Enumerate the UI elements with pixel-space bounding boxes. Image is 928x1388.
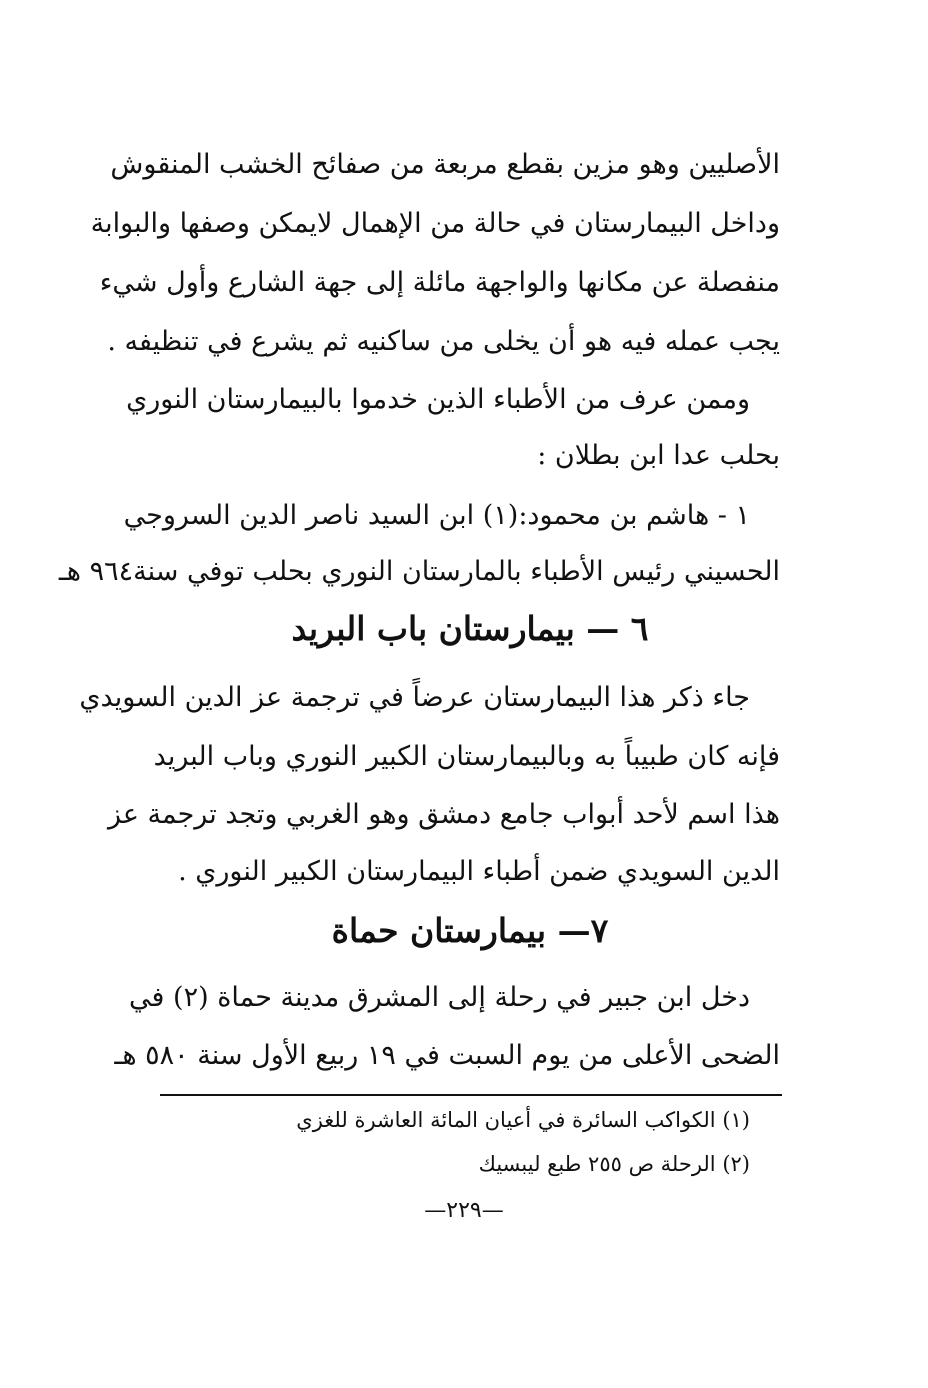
page-number: —٢٢٩— xyxy=(424,1198,504,1223)
section-heading: ٧— بيمارستان حماة xyxy=(331,911,609,950)
text-line: جاء ذكر هذا البيمارستان عرضاً في ترجمة عز الدين السويدي xyxy=(79,682,750,713)
section-heading: ٦ — بيمارستان باب البريد xyxy=(291,609,649,648)
text-line: ١ - هاشم بن محمود:(١) ابن السيد ناصر الدين السروجي xyxy=(123,500,750,531)
text-line: الحسيني رئيس الأطباء بالمارستان النوري بحلب توفي سنة٩٦٤ هـ xyxy=(58,556,780,587)
text-line: الدين السويدي ضمن أطباء البيمارستان الكبير النوري . xyxy=(178,856,780,887)
text-line: الأصليين وهو مزين بقطع مربعة من صفائح الخشب المنقوش xyxy=(110,149,780,180)
text-line: يجب عمله فيه هو أن يخلى من ساكنيه ثم يشرع في تنظيفه . xyxy=(107,326,780,357)
footnote: (٢) الرحلة ص ٢٥٥ طبع ليبسيك xyxy=(478,1152,750,1176)
text-line: هذا اسم لأحد أبواب جامع دمشق وهو الغربي وتجد ترجمة عز xyxy=(107,799,780,830)
text-line: فإنه كان طبيباً به وبالبيمارستان الكبير النوري وباب البريد xyxy=(153,741,780,772)
text-line: وداخل البيمارستان في حالة من الإهمال لايمكن وصفها والبوابة xyxy=(90,208,780,239)
footnote: (١) الكواكب السائرة في أعيان المائة العاشرة للغزي xyxy=(296,1108,750,1132)
text-line: منفصلة عن مكانها والواجهة مائلة إلى جهة الشارع وأول شيء xyxy=(99,267,780,298)
footnote-divider xyxy=(160,1094,782,1096)
text-line: وممن عرف من الأطباء الذين خدموا بالبيمارستان النوري xyxy=(126,384,750,415)
text-line: دخل ابن جبير في رحلة إلى المشرق مدينة حماة (٢) في xyxy=(129,982,750,1013)
text-line: الضحى الأعلى من يوم السبت في ١٩ ربيع الأول سنة ٥٨٠ هـ xyxy=(114,1040,780,1071)
text-line: بحلب عدا ابن بطلان : xyxy=(537,440,780,471)
